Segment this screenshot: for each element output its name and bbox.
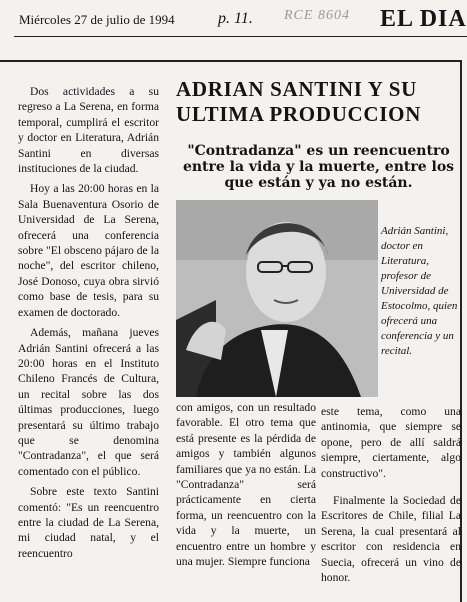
article-headline: ADRIAN SANTINI Y SU ULTIMA PRODUCCION (176, 77, 422, 126)
article-deck: "Contradanza" es un reencuentro entre la vida y la muerte, entre los que están y ya no están. (182, 143, 455, 191)
paragraph: este tema, como una antinomia, que siempre se opone, pero de allí saldrá siempre, ciertamente, algo constructivo". (321, 405, 461, 480)
paragraph: Además, mañana jueves Adrián Santini ofrecerá a las 20:00 horas en el Instituto Chileno Francés de Cultura, un recital sobre las dos últimas producciones, luego presentará su último trabajo que se denomina "Contradanza", el que será comentado con el público. (18, 326, 159, 478)
author-portrait-image (176, 200, 378, 397)
handwritten-catalog-code: RCE 8604 (284, 8, 350, 23)
article-right-column (321, 404, 461, 590)
handwritten-page-note: p. 11. (218, 10, 253, 27)
newspaper-masthead: EL DIA (380, 6, 467, 32)
paragraph: Sobre este texto Santini comentó: "Es un reencuentro entre la ciudad de La Serena, mi ciudad natal, y el reencuentro (18, 485, 159, 560)
paragraph: Dos actividades a su regreso a La Serena, en forma temporal, cumplirá el escritor y doctor en Literatura, Adrián Santini en diversas instituciones de la ciudad. (18, 85, 159, 176)
header-rule (14, 36, 467, 37)
article-middle-column (176, 400, 316, 574)
photo-caption: Adrián Santini, doctor en Literatura, profesor de Universidad de Estocolmo, quien ofrecerá una conferencia y un recital. (381, 225, 458, 357)
author-photo (176, 200, 378, 397)
article-left-column (18, 84, 159, 566)
issue-date: Miércoles 27 de julio de 1994 (19, 12, 175, 27)
paragraph: Hoy a las 20:00 horas en la Sala Buenaventura Osorio de Universidad de La Serena, ofrecerá una conferencia sobre "El obsceno pájaro de la noche", del escritor chileno, José Donoso, cuya obra sirvió como base de tesis, para su examen de doctorado. (18, 182, 159, 319)
paragraph: con amigos, con un resultado favorable. El otro tema que está presente es la pérdida de amigos y también algunos familiares que ya no están. La "Contradanza" será prácticamente en cierta forma, un reencuentro con la vida y la muerte, un encuentro entre un hombre y una mujer. Siempre funciona (176, 401, 316, 569)
paragraph: Finalmente la Sociedad de Escritores de Chile, filial La Serena, la cual presentará al escritor con residencia en Suecia, ofrecerá un vino de honor. (321, 494, 461, 585)
